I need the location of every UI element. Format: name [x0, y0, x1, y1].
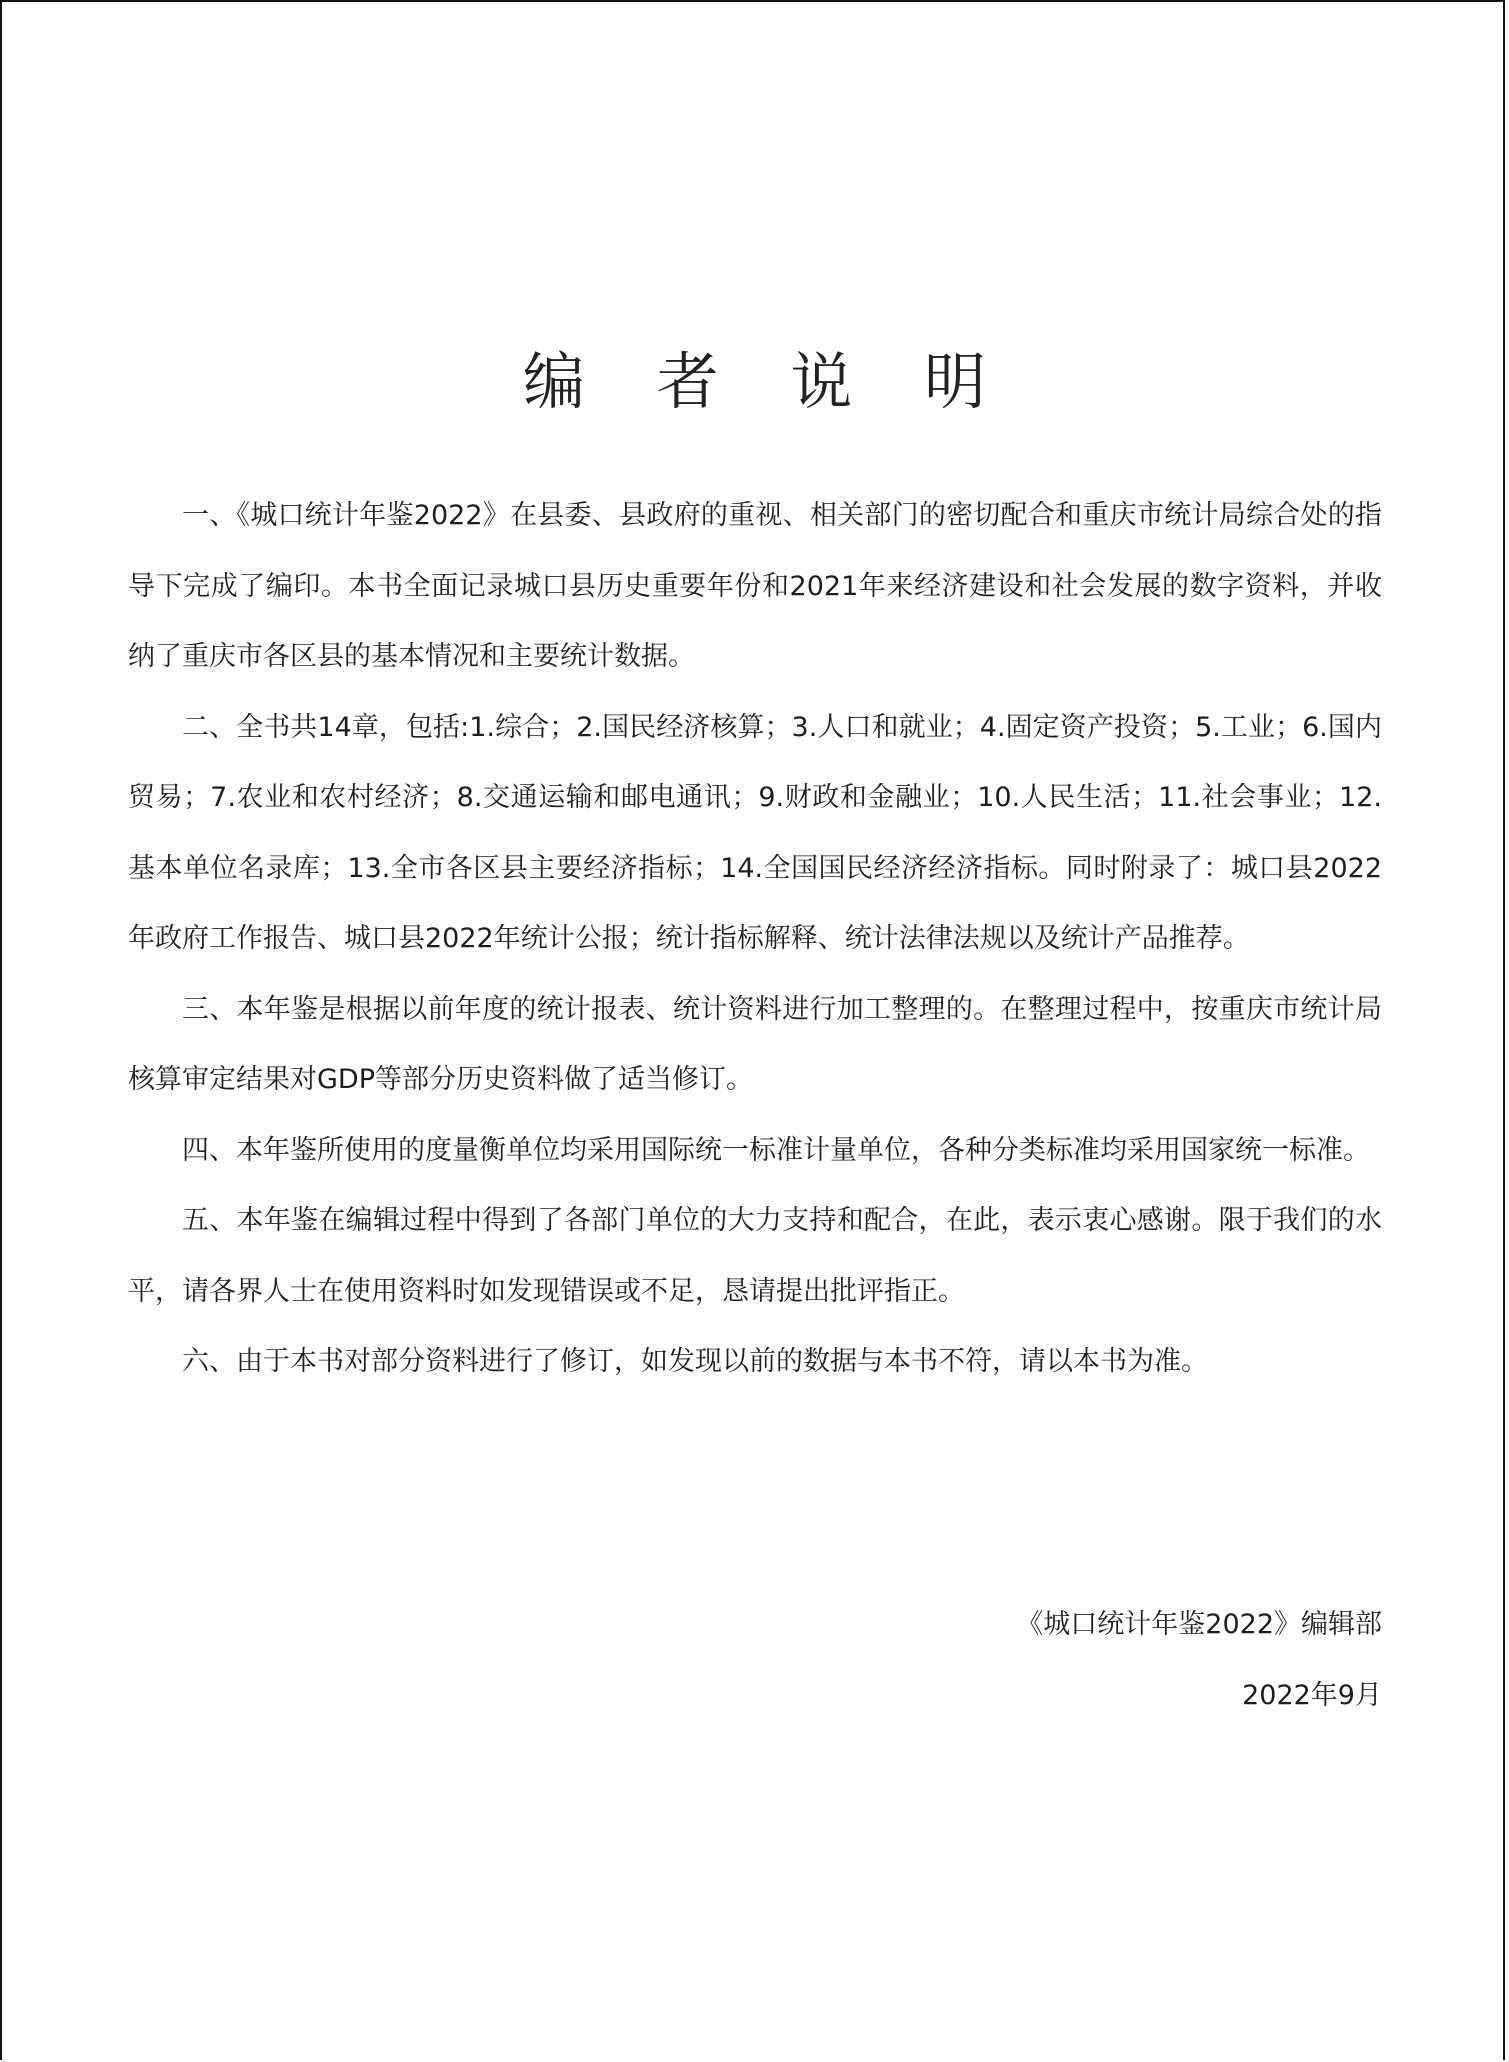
signature-date: 2022年9月: [1242, 1679, 1382, 1711]
paragraph-2: 二、全书共14章，包括:1.综合；2.国民经济核算；3.人口和就业；4.固定资产投资；5.工业；6.国内贸易；7.农业和农村经济；8.交通运输和邮电通讯；9.财政和金融业；10.人民生活；11.社会事业；12.基本单位名录库；13.全市各区县主要经济指标；14.全国国民经济经济指标。同时附录了：城口县2022年政府工作报告、城口县2022年统计公报；统计指标解释、统计法律法规以及统计产品推荐。: [128, 711, 1382, 954]
paragraph-4: 四、本年鉴所使用的度量衡单位均采用国际统一标准计量单位，各种分类标准均采用国家统一标准。: [182, 1134, 1370, 1166]
page-title: 编 者 说 明: [522, 344, 1013, 418]
paragraph-3: 三、本年鉴是根据以前年度的统计报表、统计资料进行加工整理的。在整理过程中，按重庆市统计局核算审定结果对GDP等部分历史资料做了适当修订。: [128, 993, 1382, 1095]
editor-signature: 《城口统计年鉴2022》编辑部: [1016, 1609, 1382, 1640]
paragraph-6: 六、由于本书对部分资料进行了修订，如发现以前的数据与本书不符，请以本书为准。: [182, 1346, 1208, 1377]
paragraph-5: 五、本年鉴在编辑过程中得到了各部门单位的大力支持和配合，在此，表示衷心感谢。限于我们的水平，请各界人士在使用资料时如发现错误或不足，恳请提出批评指正。: [128, 1205, 1382, 1307]
signature-block: [1016, 1590, 1382, 1731]
paragraph-1: 一、《城口统计年鉴2022》在县委、县政府的重视、相关部门的密切配合和重庆市统计局综合处的指导下完成了编印。本书全面记录城口县历史重要年份和2021年来经济建设和社会发展的数字资料，并收纳了重庆市各区县的基本情况和主要统计数据。: [128, 500, 1382, 672]
preface-body: [128, 481, 1382, 1398]
